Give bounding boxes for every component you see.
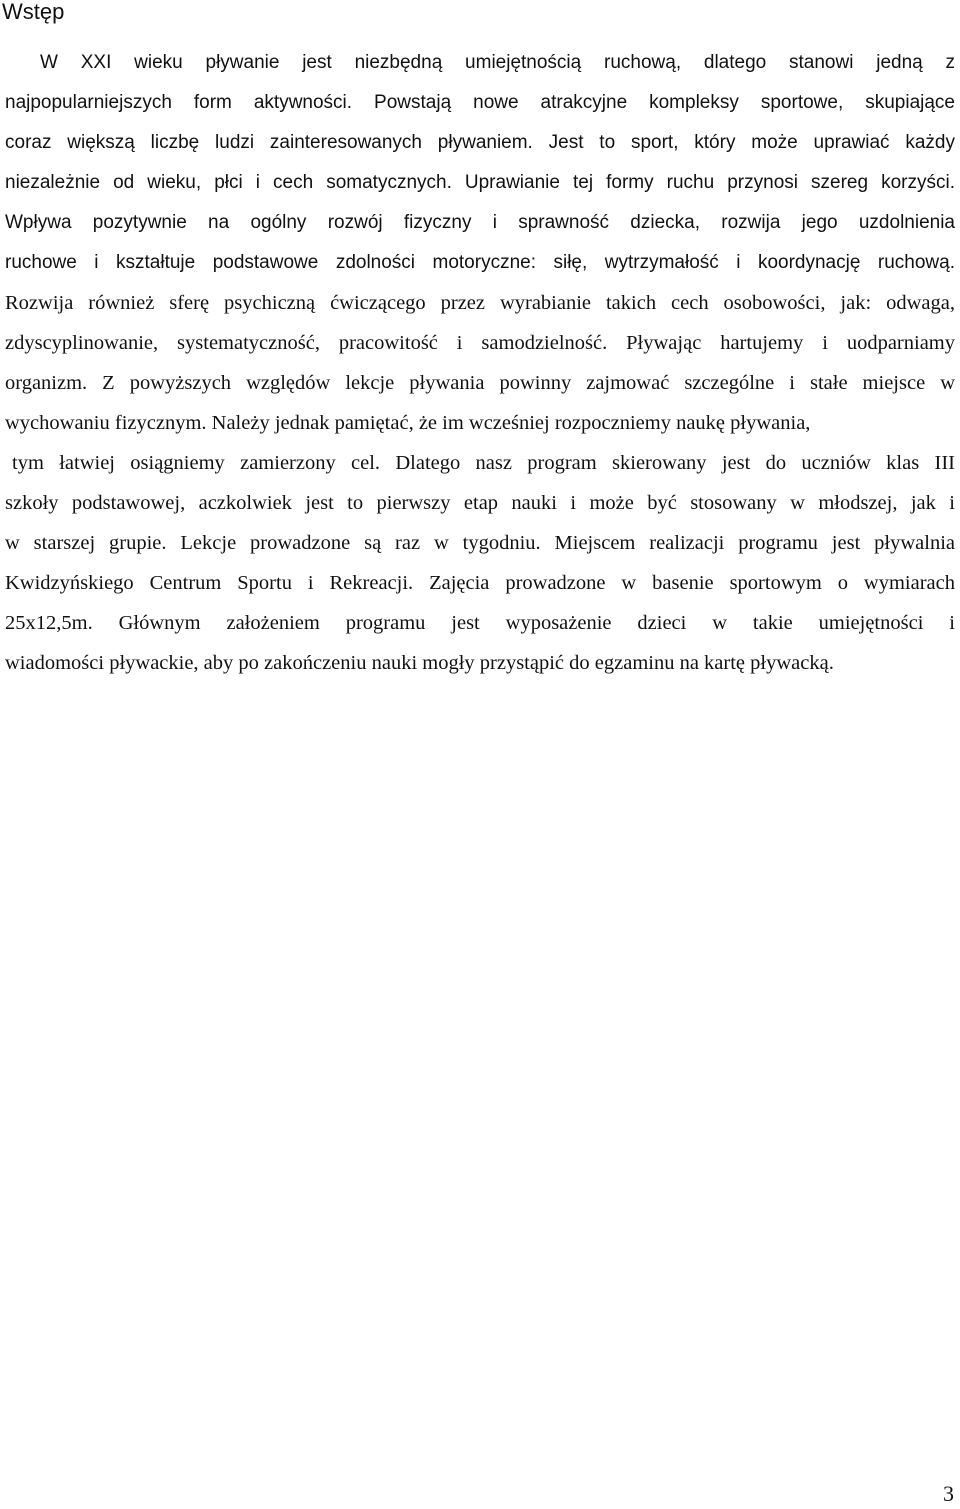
section-heading: Wstęp	[2, 0, 65, 24]
paragraph-line: wiadomości pływackie, aby po zakończeniu nauki mogły przystąpić do egzaminu na kartę pływacką.	[5, 652, 834, 674]
paragraph-line: 25x12,5m. Głównym założeniem programu jest wyposażenie dzieci w takie umiejętności i	[5, 612, 955, 634]
paragraph-line: coraz większą liczbę ludzi zainteresowanych pływaniem. Jest to sport, który może uprawiać każdy	[5, 132, 955, 153]
paragraph-line: niezależnie od wieku, płci i cech somatycznych. Uprawianie tej formy ruchu przynosi szereg korzyści.	[5, 172, 955, 193]
paragraph-line: tym łatwiej osiągniemy zamierzony cel. Dlatego nasz program skierowany jest do uczniów klas III	[12, 452, 955, 474]
paragraph-line: Wpływa pozytywnie na ogólny rozwój fizyczny i sprawność dziecka, rozwija jego uzdolnienia	[5, 212, 955, 233]
paragraph-line: organizm. Z powyższych względów lekcje pływania powinny zajmować szczególne i stałe miejsce w	[5, 372, 955, 394]
paragraph-line: ruchowe i kształtuje podstawowe zdolności motoryczne: siłę, wytrzymałość i koordynację ruchową.	[5, 252, 955, 273]
paragraph-line: zdyscyplinowanie, systematyczność, pracowitość i samodzielność. Pływając hartujemy i uodparniamy	[5, 332, 955, 354]
page-number: 3	[943, 1481, 954, 1506]
paragraph-line: najpopularniejszych form aktywności. Powstają nowe atrakcyjne kompleksy sportowe, skupiające	[5, 92, 955, 113]
paragraph-line: w starszej grupie. Lekcje prowadzone są raz w tygodniu. Miejscem realizacji programu jest pływalnia	[5, 532, 955, 554]
paragraph-line: szkoły podstawowej, aczkolwiek jest to pierwszy etap nauki i może być stosowany w młodszej, jak i	[5, 492, 955, 514]
paragraph-line: Rozwija również sferę psychiczną ćwiczącego przez wyrabianie takich cech osobowości, jak: odwaga,	[5, 292, 955, 314]
paragraph-line: wychowaniu fizycznym. Należy jednak pamiętać, że im wcześniej rozpoczniemy naukę pływania,	[5, 412, 811, 434]
paragraph-line: Kwidzyńskiego Centrum Sportu i Rekreacji. Zajęcia prowadzone w basenie sportowym o wymiarach	[5, 572, 955, 594]
paragraph-line: W XXI wieku pływanie jest niezbędną umiejętnością ruchową, dlatego stanowi jedną z	[40, 52, 955, 73]
